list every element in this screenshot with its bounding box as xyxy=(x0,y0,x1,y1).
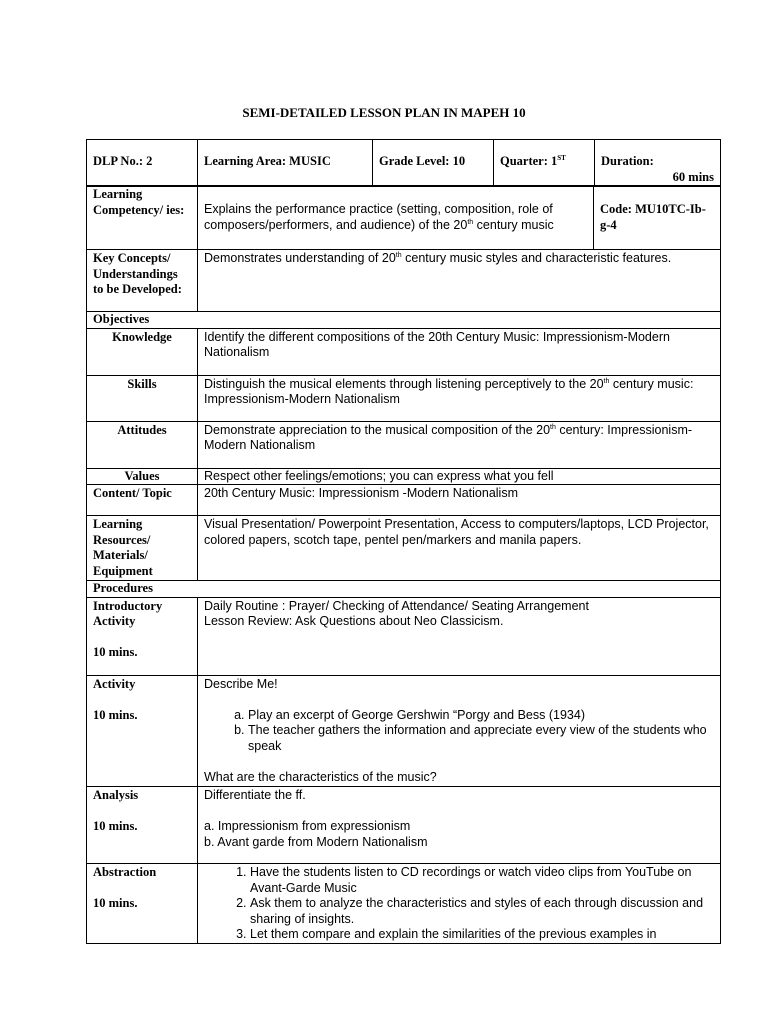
analysis-cell xyxy=(87,787,198,864)
procedures-row xyxy=(87,581,721,598)
document-title: SEMI-DETAILED LESSON PLAN IN MAPEH 10 xyxy=(242,105,526,120)
abstraction-text xyxy=(198,864,721,944)
key-concepts-row xyxy=(87,250,721,312)
activity-item-a: a. Play an excerpt of George Gershwin “Porgy and Bess (1934) xyxy=(248,708,714,724)
objectives-label: Objectives xyxy=(87,312,721,329)
analysis-text: Differentiate the ff. a. Impressionism from expressionism b. Avant garde from Modern Nationalism xyxy=(198,787,721,864)
competency-code: Code: MU10TC-Ib-g-4 xyxy=(594,186,721,250)
procedures-label: Procedures xyxy=(87,581,721,598)
activity-text: Describe Me! a. Play an excerpt of George Gershwin “Porgy and Bess (1934) b. The teacher gathers the information and appreciate every view of the students who speak What are the characteristics of the music? xyxy=(198,675,721,787)
abstraction-label: Abstraction xyxy=(93,865,157,879)
activity-cell xyxy=(87,675,198,787)
abstraction-item-1: 1. Have the students listen to CD recordings or watch video clips from YouTube on Avant-Garde Music xyxy=(250,865,714,896)
introductory-time: 10 mins. xyxy=(93,645,138,659)
abstraction-time: 10 mins. xyxy=(93,896,138,910)
abstraction-cell xyxy=(87,864,198,944)
analysis-label: Analysis xyxy=(93,788,139,802)
grade-level: Grade Level: 10 xyxy=(373,140,494,187)
knowledge-label: Knowledge xyxy=(87,328,198,375)
activity-label: Activity xyxy=(93,676,136,691)
resources-text: Visual Presentation/ Powerpoint Presentation, Access to computers/laptops, LCD Projector, colored papers, scotch tape, pentel pen/markers and manila papers. xyxy=(198,516,721,581)
competency-text: Explains the performance practice (setting, composition, role of composers/performers, and audience) of the 20th century music xyxy=(198,186,594,250)
quarter: Quarter: 1ST xyxy=(494,140,595,187)
analysis-time: 10 mins. xyxy=(93,819,138,833)
skills-text: Distinguish the musical elements through listening perceptively to the 20th century music: Impressionism-Modern Nationalism xyxy=(198,375,721,421)
activity-question: What are the characteristics of the music? xyxy=(204,769,437,784)
objectives-row xyxy=(87,312,721,329)
abstraction-item-3: 3. Let them compare and explain the similarities of the previous examples in xyxy=(250,927,714,943)
content-row xyxy=(87,485,721,516)
activity-item-b: b. The teacher gathers the information and appreciate every view of the students who speak xyxy=(248,723,714,754)
introductory-text: Daily Routine : Prayer/ Checking of Attendance/ Seating Arrangement Lesson Review: Ask Questions about Neo Classicism. xyxy=(198,597,721,675)
skills-label: Skills xyxy=(87,375,198,421)
key-concepts-text: Demonstrates understanding of 20th century music styles and characteristic features. xyxy=(198,250,721,312)
introductory-row xyxy=(87,597,721,675)
abstraction-row xyxy=(87,864,721,944)
knowledge-row xyxy=(87,328,721,375)
attitudes-row xyxy=(87,421,721,468)
content-text: 20th Century Music: Impressionism -Modern Nationalism xyxy=(198,485,721,516)
attitudes-label: Attitudes xyxy=(87,421,198,468)
learning-area: Learning Area: MUSIC xyxy=(198,140,373,187)
attitudes-text: Demonstrate appreciation to the musical composition of the 20th century: Impressionism-Modern Nationalism xyxy=(198,421,721,468)
introductory-cell xyxy=(87,597,198,675)
activity-row xyxy=(87,675,721,787)
skills-row xyxy=(87,375,721,421)
abstraction-item-2: 2. Ask them to analyze the characteristics and styles of each through discussion and sharing of insights. xyxy=(250,896,714,927)
values-label: Values xyxy=(87,468,198,485)
values-text: Respect other feelings/emotions; you can express what you fell xyxy=(198,468,721,485)
resources-label: Learning Resources/ Materials/ Equipment xyxy=(87,516,198,581)
values-row xyxy=(87,468,721,485)
lesson-plan-table xyxy=(86,185,721,944)
introductory-label: Introductory Activity xyxy=(93,598,163,628)
header-table xyxy=(86,139,721,187)
knowledge-text: Identify the different compositions of the 20th Century Music: Impressionism-Modern Nationalism xyxy=(198,328,721,375)
analysis-row xyxy=(87,787,721,864)
duration: Duration: 60 mins xyxy=(595,140,721,187)
key-concepts-label: Key Concepts/ Understandings to be Developed: xyxy=(87,250,198,312)
content-label: Content/ Topic xyxy=(87,485,198,516)
competency-row xyxy=(87,186,721,250)
dlp-number: DLP No.: 2 xyxy=(87,140,198,187)
activity-time: 10 mins. xyxy=(93,707,138,722)
competency-label: Learning Competency/ ies: xyxy=(87,186,198,250)
resources-row xyxy=(87,516,721,581)
